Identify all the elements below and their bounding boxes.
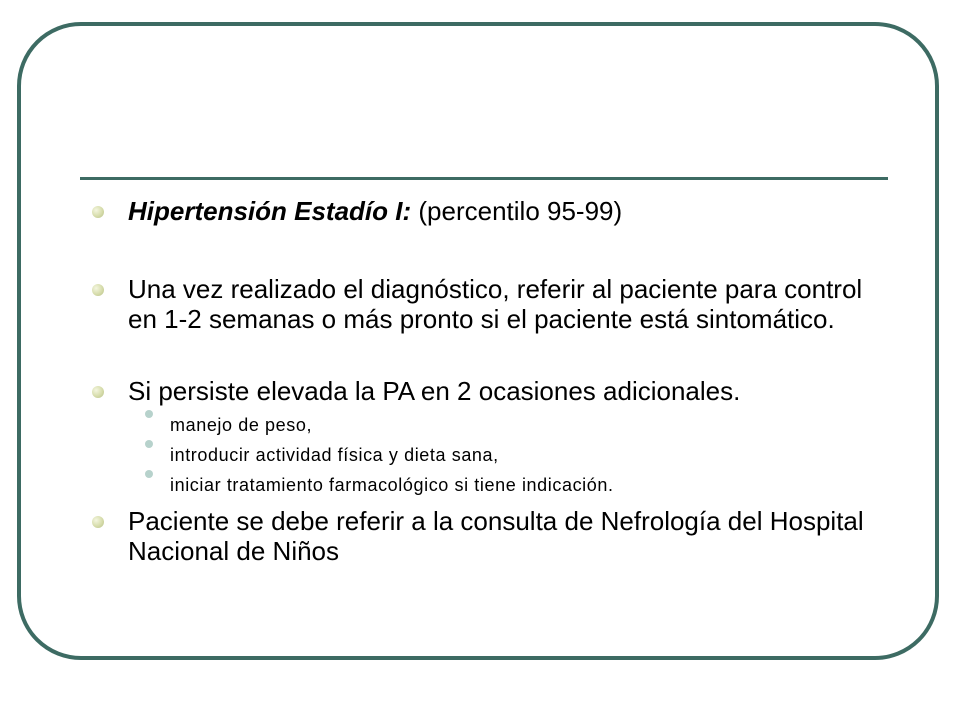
sub-bullet-text: introducir actividad física y dieta sana, xyxy=(170,445,499,465)
bullet-text: Una vez realizado el diagnóstico, referir al paciente para control en 1-2 semanas o más pronto si el paciente está sintomático. xyxy=(128,274,863,334)
bullet-heading: Hipertensión Estadío I: xyxy=(128,196,412,226)
bullet-item-persistent xyxy=(92,376,892,406)
sub-bullet-item xyxy=(170,474,892,496)
bullet-text: Paciente se debe referir a la consulta de Nefrología del Hospital Nacional de Niños xyxy=(128,506,864,566)
sub-bullet-dot-icon xyxy=(145,440,153,448)
sub-bullet-dot-icon xyxy=(145,470,153,478)
bullet-dot-icon xyxy=(92,516,104,528)
bullet-item-referral xyxy=(92,274,892,334)
sub-bullet-list xyxy=(92,414,892,496)
bullet-dot-icon xyxy=(92,284,104,296)
bullet-list xyxy=(92,190,892,566)
bullet-text: Si persiste elevada la PA en 2 ocasiones adicionales. xyxy=(128,376,741,406)
bullet-text: (percentilo 95-99) xyxy=(411,196,623,226)
bullet-dot-icon xyxy=(92,206,104,218)
bullet-item-stage-1 xyxy=(92,196,892,226)
sub-bullet-item xyxy=(170,414,892,436)
bullet-dot-icon xyxy=(92,386,104,398)
sub-bullet-text: manejo de peso, xyxy=(170,415,313,435)
sub-bullet-text: iniciar tratamiento farmacológico si tiene indicación. xyxy=(170,475,614,495)
title-divider xyxy=(80,177,888,180)
sub-bullet-dot-icon xyxy=(145,410,153,418)
sub-bullet-item xyxy=(170,444,892,466)
bullet-item-nephrology xyxy=(92,506,892,566)
